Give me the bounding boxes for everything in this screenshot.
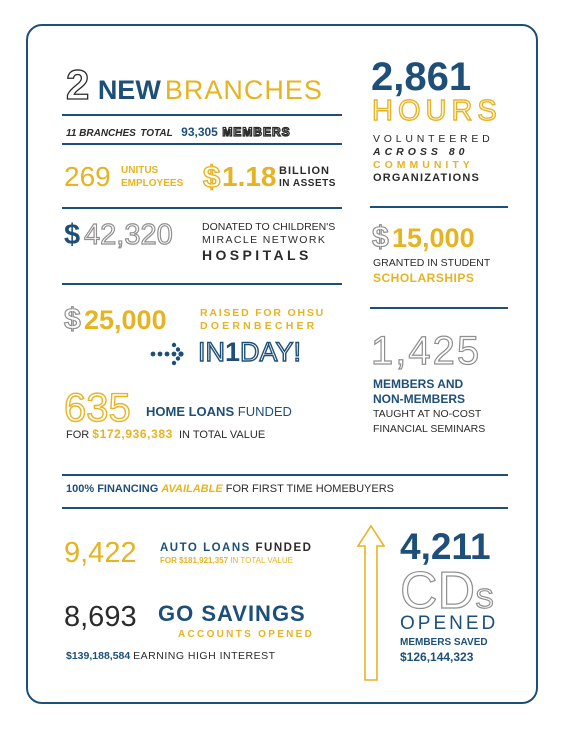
day-number: 1 xyxy=(225,337,241,367)
auto-loans-label-b: FUNDED xyxy=(255,542,313,554)
cds-saved: MEMBERS SAVED xyxy=(400,637,488,648)
auto-loans-total: IN TOTAL VALUE xyxy=(230,556,293,565)
auto-loans-number: 9,422 xyxy=(64,537,137,569)
cds-s-text: S xyxy=(475,583,494,614)
seminars-number: 1,425 xyxy=(371,329,482,373)
go-savings-label: GO SAVINGS xyxy=(158,601,306,626)
hours-line-3: COMMUNITY xyxy=(373,159,474,171)
assets-label-1: BILLION xyxy=(279,165,330,177)
cds-opened: OPENED xyxy=(400,613,499,634)
divider xyxy=(62,283,342,285)
home-loans-label-b: FUNDED xyxy=(237,404,292,419)
hours-line-2: ACROSS 80 xyxy=(373,146,469,158)
cds-cd-text: CD xyxy=(400,562,476,620)
branches-total-line xyxy=(66,124,291,140)
scholarships-line-1: GRANTED IN STUDENT xyxy=(373,257,491,269)
branches-number: 2 xyxy=(66,61,90,108)
hours-line-4: ORGANIZATIONS xyxy=(373,172,481,184)
financing-part-1: 100% FINANCING xyxy=(66,483,159,495)
go-savings-amount: $139,188,584 xyxy=(66,650,131,662)
hours-line-1: VOLUNTEERED xyxy=(373,133,494,145)
arrow-icon xyxy=(150,340,188,368)
employees-number: 269 xyxy=(64,161,111,192)
donation-number: 42,320 xyxy=(84,219,173,251)
home-loans-for: FOR xyxy=(66,429,90,441)
seminars-line-1-text: MEMBERS AND xyxy=(373,377,464,391)
ohsu-line-1: RAISED FOR OHSU xyxy=(200,307,326,319)
seminars-line-2: NON-MEMBERS xyxy=(373,392,465,406)
day-text: DAY! xyxy=(240,337,302,367)
branches-label: BRANCHES xyxy=(164,75,323,105)
home-loans-total: IN TOTAL VALUE xyxy=(178,429,266,441)
hours-label: HOURS xyxy=(372,95,502,127)
seminars-line-3: TAUGHT AT NO-COST xyxy=(373,408,482,420)
scholarships-line-2: SCHOLARSHIPS xyxy=(373,271,475,285)
seminars-line-4: FINANCIAL SEMINARS xyxy=(373,423,486,435)
cds-amount: $126,144,323 xyxy=(400,650,474,664)
members-label: MEMBERS xyxy=(222,125,291,139)
branches-headline xyxy=(66,61,323,108)
divider xyxy=(370,307,508,309)
home-loans-number: 635 xyxy=(64,386,131,430)
home-loans-value xyxy=(66,428,265,441)
home-loans-label-a: HOME LOANS xyxy=(146,404,235,419)
assets-number: 1.18 xyxy=(222,161,277,192)
seminars-line-1 xyxy=(373,378,463,390)
scholarships-number: 15,000 xyxy=(392,223,475,253)
auto-loans-value xyxy=(160,557,293,565)
auto-loans-label xyxy=(160,543,312,555)
divider xyxy=(370,206,508,208)
divider xyxy=(62,114,342,116)
go-savings-line-2: ACCOUNTS OPENED xyxy=(178,629,315,640)
donation-dollar: $ xyxy=(64,219,81,251)
go-savings-value xyxy=(66,651,276,662)
employees-label-2: EMPLOYEES xyxy=(121,178,184,189)
branches-total-text: 11 BRANCHES xyxy=(66,128,136,139)
divider xyxy=(62,507,508,509)
up-arrow-icon xyxy=(356,524,386,682)
scholarships-dollar: $ xyxy=(372,221,389,254)
go-savings-earning: EARNING HIGH INTEREST xyxy=(133,650,276,662)
go-savings-number: 8,693 xyxy=(64,601,137,633)
auto-loans-for: FOR $181,921,357 xyxy=(160,556,229,565)
donation-line-2: MIRACLE NETWORK xyxy=(202,234,327,246)
in-text: IN xyxy=(198,337,225,367)
assets-dollar: $ xyxy=(203,159,221,194)
financing-part-2: AVAILABLE xyxy=(161,483,223,495)
employees-label-1: UNITUS xyxy=(121,165,159,176)
branches-new: NEW xyxy=(97,75,161,105)
cds-label xyxy=(400,562,494,620)
divider xyxy=(62,207,342,209)
auto-loans-label-a: AUTO LOANS xyxy=(160,542,251,554)
hours-number: 2,861 xyxy=(371,55,472,99)
divider xyxy=(62,143,342,145)
donation-line-1: DONATED TO CHILDREN'S xyxy=(202,221,336,233)
branches-total-label: TOTAL xyxy=(140,128,173,139)
members-number: 93,305 xyxy=(181,125,218,139)
divider xyxy=(62,474,508,476)
financing-part-3: FOR FIRST TIME HOMEBUYERS xyxy=(225,483,395,495)
assets-label-2: IN ASSETS xyxy=(279,178,336,189)
home-loans-amount: $172,936,383 xyxy=(92,427,173,441)
donation-line-3: HOSPITALS xyxy=(202,247,312,263)
ohsu-dollar: $ xyxy=(64,303,81,336)
financing-line xyxy=(66,484,394,495)
cds-number: 4,211 xyxy=(400,526,491,567)
ohsu-number: 25,000 xyxy=(84,305,167,335)
in-one-day xyxy=(198,339,301,366)
ohsu-line-2: DOERNBECHER xyxy=(200,320,318,332)
home-loans-label xyxy=(146,405,292,418)
